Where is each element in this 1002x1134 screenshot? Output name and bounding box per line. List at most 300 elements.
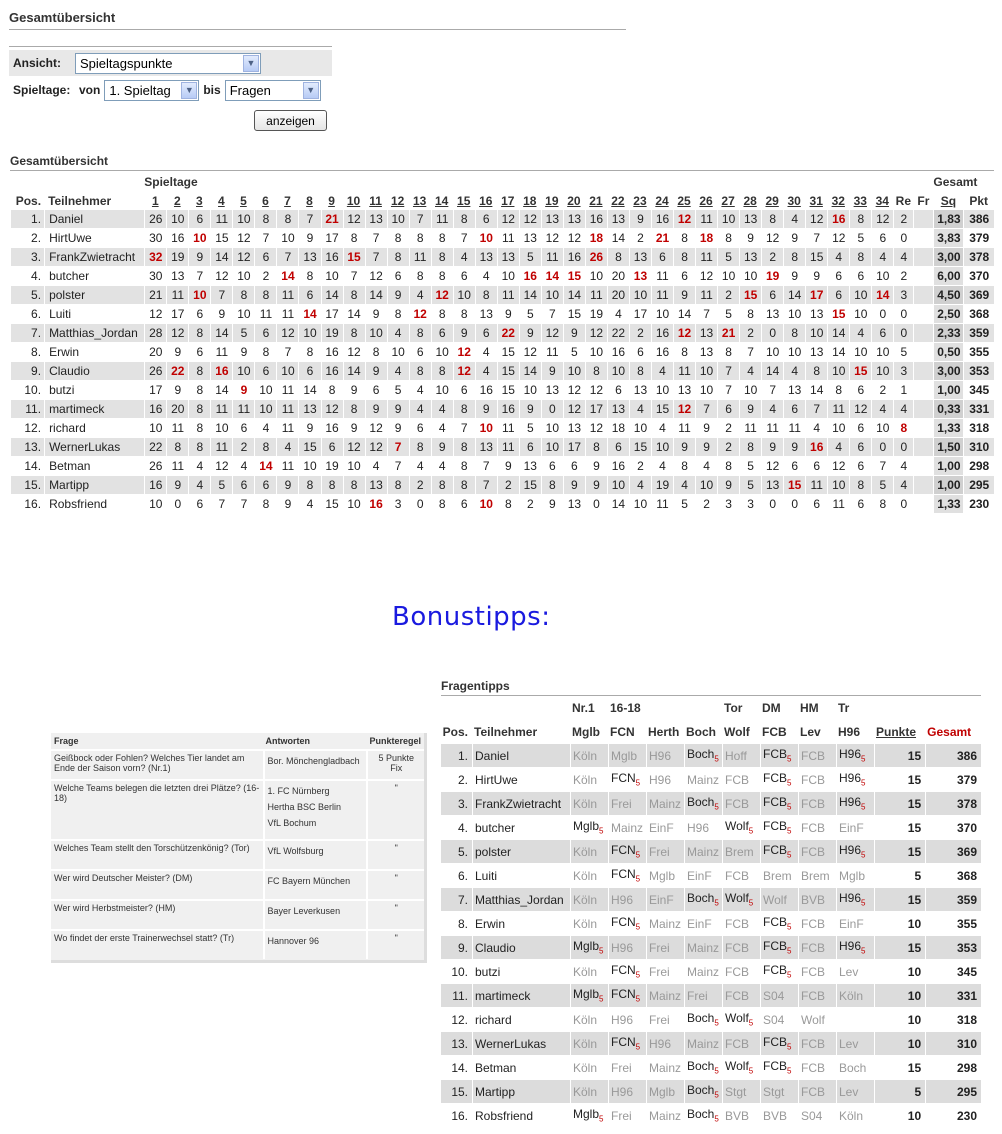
matchday-points: 6	[717, 400, 739, 419]
bonus-points: 5	[874, 1080, 925, 1104]
matchday-link-32[interactable]: 32	[831, 193, 845, 208]
tip-cell	[760, 792, 798, 816]
bonus-points: 15	[874, 768, 925, 792]
matchday-points: 17	[321, 305, 343, 324]
tip-cell	[646, 816, 684, 840]
matchday-points: 4	[629, 400, 651, 419]
matchday-link-23[interactable]: 23	[633, 193, 647, 208]
matchday-link-17[interactable]: 17	[501, 193, 515, 208]
matchday-link-11[interactable]: 11	[369, 193, 382, 208]
matchday-points: 9	[276, 476, 298, 495]
matchday-link-34[interactable]: 34	[875, 193, 889, 208]
question-panel	[51, 733, 427, 963]
fr-value	[913, 343, 933, 362]
tip-cell	[760, 816, 798, 840]
matchday-points: 15	[497, 381, 519, 400]
col-fr: Fr	[917, 193, 930, 208]
fr-value	[913, 267, 933, 286]
tip-value: Boch	[687, 1083, 715, 1098]
matchday-points: 11	[276, 400, 298, 419]
matchday-points: 10	[651, 305, 673, 324]
rule-text: "	[366, 899, 424, 929]
tip-value: Wolf	[725, 819, 749, 834]
table-row	[440, 960, 981, 984]
matchday-points: 2	[254, 267, 276, 286]
col-sq[interactable]: Sq	[940, 193, 957, 208]
matchday-points: 6	[519, 438, 541, 457]
matchday-points: 10	[343, 457, 365, 476]
total-points: 368	[963, 305, 994, 324]
tip-cell	[608, 936, 646, 960]
row-position: 4.	[10, 267, 44, 286]
sq-value: 1,33	[933, 419, 963, 438]
matchday-points: 5	[232, 324, 254, 343]
tip-value: Mglb	[573, 1107, 600, 1122]
matchday-points: 7	[541, 305, 563, 324]
tip-cell	[646, 1104, 684, 1128]
matchday-points: 10	[849, 305, 871, 324]
matchday-points: 10	[827, 362, 849, 381]
tip-value: EinF	[687, 868, 712, 883]
to-select[interactable]	[225, 80, 321, 101]
view-select[interactable]	[75, 53, 261, 74]
matchday-points: 14	[541, 267, 563, 286]
bonus-mark: 5	[635, 874, 641, 884]
matchday-points: 11	[651, 495, 673, 514]
matchday-points: 12	[585, 419, 607, 438]
matchday-points: 5	[210, 476, 232, 495]
tip-value: H96	[649, 1036, 672, 1051]
matchday-points: 16	[585, 210, 607, 229]
table-row	[440, 984, 981, 1008]
tip-cell	[608, 888, 646, 912]
matchday-points: 12	[673, 400, 695, 419]
matchday-points: 12	[144, 305, 166, 324]
row-position: 14.	[10, 457, 44, 476]
matchday-points: 14	[563, 286, 585, 305]
bonus-mark: 5	[787, 946, 792, 956]
tip-cell	[646, 936, 684, 960]
participant-name: Claudio	[472, 936, 570, 960]
matchday-points: 14	[519, 362, 541, 381]
matchday-points: 16	[210, 362, 232, 381]
matchday-points: 7	[453, 229, 475, 248]
matchday-link-25[interactable]: 25	[677, 193, 691, 208]
matchday-points: 12	[563, 381, 585, 400]
table-row	[10, 381, 994, 400]
tip-value: FCB	[801, 820, 825, 835]
tip-cell	[836, 744, 874, 768]
tip-cell	[684, 1104, 722, 1128]
participant-name: polster	[44, 286, 144, 305]
matchday-link-24[interactable]: 24	[655, 193, 669, 208]
re-value: 0	[893, 495, 913, 514]
matchday-points: 11	[673, 362, 695, 381]
table-row	[440, 840, 981, 864]
from-select[interactable]	[104, 80, 199, 101]
page-title: Gesamtübersicht	[9, 10, 626, 30]
participant-name: butzi	[44, 381, 144, 400]
tip-value: H96	[839, 795, 862, 810]
participant-name: martimeck	[472, 984, 570, 1008]
tip-cell	[570, 1080, 608, 1104]
matchday-link-16[interactable]: 16	[479, 193, 493, 208]
matchday-points: 10	[343, 495, 365, 514]
matchday-link-30[interactable]: 30	[787, 193, 801, 208]
matchday-points: 8	[321, 381, 343, 400]
matchday-points: 12	[541, 324, 563, 343]
matchday-link-6[interactable]: 6	[262, 193, 269, 208]
tip-cell	[570, 768, 608, 792]
matchday-link-5[interactable]: 5	[240, 193, 247, 208]
tip-value: FCB	[801, 916, 825, 931]
matchday-points: 16	[166, 229, 188, 248]
tip-cell	[684, 792, 722, 816]
matchday-points: 13	[166, 267, 188, 286]
matchday-points: 6	[607, 438, 629, 457]
matchday-link-29[interactable]: 29	[765, 193, 779, 208]
question-text: Wer wird Deutscher Meister? (DM)	[51, 869, 263, 899]
matchday-points: 9	[453, 324, 475, 343]
tip-value: Frei	[611, 796, 632, 811]
matchday-link-8[interactable]: 8	[306, 193, 313, 208]
matchday-link-31[interactable]: 31	[809, 193, 823, 208]
tip-value: Mainz	[687, 940, 720, 955]
matchday-points: 14	[827, 343, 849, 362]
matchday-points: 0	[585, 495, 607, 514]
matchday-points: 7	[475, 476, 497, 495]
show-button[interactable]: anzeigen	[254, 110, 327, 131]
matchday-points: 9	[563, 324, 585, 343]
matchday-points: 8	[431, 229, 453, 248]
matchday-points: 26	[144, 457, 166, 476]
fr-value	[913, 476, 933, 495]
tip-cell	[836, 864, 874, 888]
matchday-points: 22	[497, 324, 519, 343]
matchday-points: 12	[761, 457, 783, 476]
tips-table	[440, 696, 981, 1128]
matchday-points: 4	[276, 438, 298, 457]
matchday-points: 14	[298, 305, 320, 324]
table-row	[10, 305, 994, 324]
days-label: Spieltage:	[13, 83, 71, 97]
matchday-points: 13	[298, 400, 320, 419]
matchday-points: 8	[254, 438, 276, 457]
matchday-points: 10	[321, 267, 343, 286]
total-points: 359	[925, 888, 981, 912]
re-value: 8	[893, 419, 913, 438]
matchday-points: 19	[321, 457, 343, 476]
matchday-points: 9	[783, 229, 805, 248]
tip-cell	[722, 936, 760, 960]
matchday-link-14[interactable]: 14	[435, 193, 449, 208]
matchday-points: 21	[651, 229, 673, 248]
participant-name: Luiti	[472, 864, 570, 888]
matchday-link-4[interactable]: 4	[218, 193, 225, 208]
matchday-points: 10	[475, 495, 497, 514]
matchday-points: 21	[321, 210, 343, 229]
re-value: 0	[893, 229, 913, 248]
matchday-points: 7	[210, 495, 232, 514]
tip-cell	[760, 984, 798, 1008]
tip-cell	[646, 1080, 684, 1104]
matchday-points: 9	[166, 381, 188, 400]
col-team-wolf: Wolf	[724, 725, 750, 739]
total-points: 369	[963, 286, 994, 305]
matchday-points: 11	[805, 476, 827, 495]
matchday-points: 11	[166, 286, 188, 305]
matchday-points: 9	[166, 343, 188, 362]
matchday-points: 10	[717, 210, 739, 229]
matchday-points: 9	[519, 324, 541, 343]
tip-cell	[684, 1080, 722, 1104]
tip-cell	[798, 888, 836, 912]
matchday-points: 12	[409, 305, 431, 324]
matchday-points: 10	[585, 267, 607, 286]
matchday-link-2[interactable]: 2	[173, 193, 181, 208]
sq-value: 1,50	[933, 438, 963, 457]
matchday-link-18[interactable]: 18	[523, 193, 537, 208]
tip-value: Lev	[839, 1084, 859, 1099]
tip-cell	[684, 1032, 722, 1056]
row-position: 3.	[440, 792, 472, 816]
participant-name: Luiti	[44, 305, 144, 324]
matchday-points: 8	[783, 248, 805, 267]
matchday-points: 13	[541, 210, 563, 229]
question-row	[51, 869, 424, 899]
matchday-points: 8	[188, 438, 210, 457]
tip-cell	[570, 864, 608, 888]
matchday-points: 7	[805, 229, 827, 248]
matchday-points: 22	[607, 324, 629, 343]
matchday-points: 12	[827, 457, 849, 476]
matchday-points: 8	[717, 229, 739, 248]
matchday-points: 9	[585, 457, 607, 476]
bonus-mark: 5	[861, 778, 866, 788]
matchday-points: 10	[232, 305, 254, 324]
tip-cell	[798, 1080, 836, 1104]
matchday-link-3[interactable]: 3	[196, 193, 203, 208]
matchday-points: 15	[497, 343, 519, 362]
re-value: 0	[893, 305, 913, 324]
table-row	[10, 476, 994, 495]
matchday-link-27[interactable]: 27	[721, 193, 735, 208]
matchday-link-9[interactable]: 9	[328, 193, 335, 208]
tip-value: FCB	[763, 1059, 787, 1074]
tip-value: Köln	[573, 964, 598, 979]
matchday-points: 10	[232, 362, 254, 381]
matchday-points: 2	[761, 248, 783, 267]
tip-value: Mainz	[687, 772, 720, 787]
matchday-points: 9	[783, 438, 805, 457]
matchday-link-10[interactable]: 10	[346, 193, 361, 208]
sq-value: 1,00	[933, 476, 963, 495]
tip-value: Frei	[611, 1060, 632, 1075]
participant-name: Erwin	[472, 912, 570, 936]
matchday-points: 10	[629, 495, 651, 514]
tip-value: FCB	[725, 964, 749, 979]
matchday-points: 12	[585, 324, 607, 343]
question-text: Welche Teams belegen die letzten drei Plätze? (16-18)	[51, 779, 263, 839]
matchday-points: 5	[871, 476, 893, 495]
tip-cell	[646, 1056, 684, 1080]
table-row	[440, 1008, 981, 1032]
tip-value: FCB	[763, 963, 787, 978]
tip-cell	[608, 984, 646, 1008]
matchday-points: 9	[739, 229, 761, 248]
tip-value: Köln	[573, 868, 598, 883]
matchday-points: 8	[298, 267, 320, 286]
tip-cell	[722, 888, 760, 912]
bonus-points: 15	[874, 744, 925, 768]
tip-value: Wolf	[725, 1011, 749, 1026]
matchday-points: 5	[673, 495, 695, 514]
matchday-points: 14	[519, 286, 541, 305]
total-points: 345	[963, 381, 994, 400]
matchday-points: 12	[343, 210, 365, 229]
row-position: 7.	[10, 324, 44, 343]
matchday-link-1[interactable]: 1	[151, 193, 159, 208]
matchday-points: 11	[497, 438, 519, 457]
tip-value: Boch	[839, 1060, 867, 1075]
bonus-mark: 5	[599, 1114, 604, 1124]
matchday-points: 9	[276, 495, 298, 514]
tip-value: FCB	[763, 819, 787, 834]
row-position: 15.	[10, 476, 44, 495]
bonus-mark: 5	[748, 826, 754, 836]
answer-text: 1. FC Nürnberg	[267, 786, 330, 796]
tip-value: Köln	[573, 892, 598, 907]
matchday-points: 4	[409, 381, 431, 400]
tip-cell	[760, 1032, 798, 1056]
matchday-points: 9	[431, 438, 453, 457]
matchday-points: 9	[387, 419, 409, 438]
matchday-link-7[interactable]: 7	[284, 193, 291, 208]
table-row	[440, 1104, 981, 1128]
answer-cell	[263, 749, 367, 779]
matchday-link-20[interactable]: 20	[567, 193, 581, 208]
chevron-down-icon: ▼	[243, 55, 259, 72]
matchday-points: 12	[453, 362, 475, 381]
participant-name: butcher	[44, 267, 144, 286]
matchday-points: 0	[871, 305, 893, 324]
matchday-points: 6	[188, 305, 210, 324]
matchday-link-15[interactable]: 15	[457, 193, 471, 208]
tip-value: Köln	[573, 1060, 598, 1075]
tip-cell	[608, 864, 646, 888]
col-team-h96: H96	[838, 725, 861, 739]
matchday-points: 20	[144, 343, 166, 362]
matchday-points: 9	[365, 400, 387, 419]
matchday-points: 10	[695, 476, 717, 495]
matchday-points: 10	[761, 343, 783, 362]
matchday-points: 10	[695, 381, 717, 400]
matchday-points: 12	[849, 400, 871, 419]
matchday-points: 6	[254, 476, 276, 495]
total-points: 230	[925, 1104, 981, 1128]
col-name: Teilnehmer	[474, 725, 538, 739]
matchday-points: 11	[276, 381, 298, 400]
matchday-points: 7	[695, 400, 717, 419]
participant-name: Martipp	[472, 1080, 570, 1104]
col-punkte[interactable]: Punkte	[876, 725, 917, 739]
matchday-link-13[interactable]: 13	[412, 193, 427, 208]
tip-value: Lev	[839, 1036, 859, 1051]
matchday-points: 7	[695, 305, 717, 324]
tip-cell	[570, 1032, 608, 1056]
tip-value: Frei	[687, 988, 708, 1003]
tip-value: Frei	[649, 940, 670, 955]
tip-cell	[722, 1104, 760, 1128]
matchday-points: 13	[475, 305, 497, 324]
tip-cell	[646, 912, 684, 936]
col-team-herth: Herth	[648, 725, 680, 739]
matchday-points: 11	[585, 286, 607, 305]
tip-value: EinF	[649, 820, 674, 835]
tip-cell	[646, 768, 684, 792]
bonus-mark: 5	[635, 922, 641, 932]
matchday-link-33[interactable]: 33	[853, 193, 867, 208]
tip-value: H96	[649, 772, 672, 787]
tip-value: Mglb	[573, 987, 600, 1002]
matchday-points: 8	[188, 362, 210, 381]
fr-value	[913, 381, 933, 400]
tip-cell	[684, 1056, 722, 1080]
matchday-points: 8	[343, 324, 365, 343]
matchday-points: 6	[321, 438, 343, 457]
matchday-points: 17	[144, 381, 166, 400]
matchday-link-21[interactable]: 21	[589, 193, 603, 208]
row-position: 6.	[10, 305, 44, 324]
total-points: 298	[963, 457, 994, 476]
tip-cell	[798, 768, 836, 792]
matchday-link-28[interactable]: 28	[743, 193, 757, 208]
matchday-points: 10	[541, 286, 563, 305]
matchday-link-26[interactable]: 26	[699, 193, 713, 208]
matchday-points: 6	[188, 343, 210, 362]
matchday-points: 10	[254, 381, 276, 400]
tip-cell	[684, 984, 722, 1008]
matchday-link-19[interactable]: 19	[545, 193, 559, 208]
matchday-link-22[interactable]: 22	[611, 193, 625, 208]
matchday-points: 4	[761, 400, 783, 419]
table-row	[10, 210, 994, 229]
tip-value: H96	[611, 892, 634, 907]
group-dm: DM	[762, 701, 781, 715]
row-position: 10.	[440, 960, 472, 984]
matchday-points: 12	[761, 229, 783, 248]
matchday-points: 8	[453, 400, 475, 419]
bonus-points: 10	[874, 960, 925, 984]
matchday-points: 7	[453, 419, 475, 438]
matchday-link-12[interactable]: 12	[390, 193, 405, 208]
matchday-points: 14	[254, 457, 276, 476]
tip-cell	[760, 1104, 798, 1128]
tip-value: FCB	[801, 1036, 825, 1051]
matchday-points: 8	[343, 400, 365, 419]
tip-value: H96	[649, 748, 672, 763]
tip-value: Mainz	[649, 796, 682, 811]
matchday-points: 8	[387, 305, 409, 324]
matchday-points: 0	[761, 324, 783, 343]
col-team-fcn: FCN	[610, 725, 635, 739]
matchday-points: 9	[365, 362, 387, 381]
tip-value: Boch	[687, 1011, 715, 1026]
matchday-points: 13	[497, 248, 519, 267]
bonus-mark: 5	[787, 826, 792, 836]
tip-value: EinF	[649, 892, 674, 907]
matchday-points: 11	[497, 286, 519, 305]
